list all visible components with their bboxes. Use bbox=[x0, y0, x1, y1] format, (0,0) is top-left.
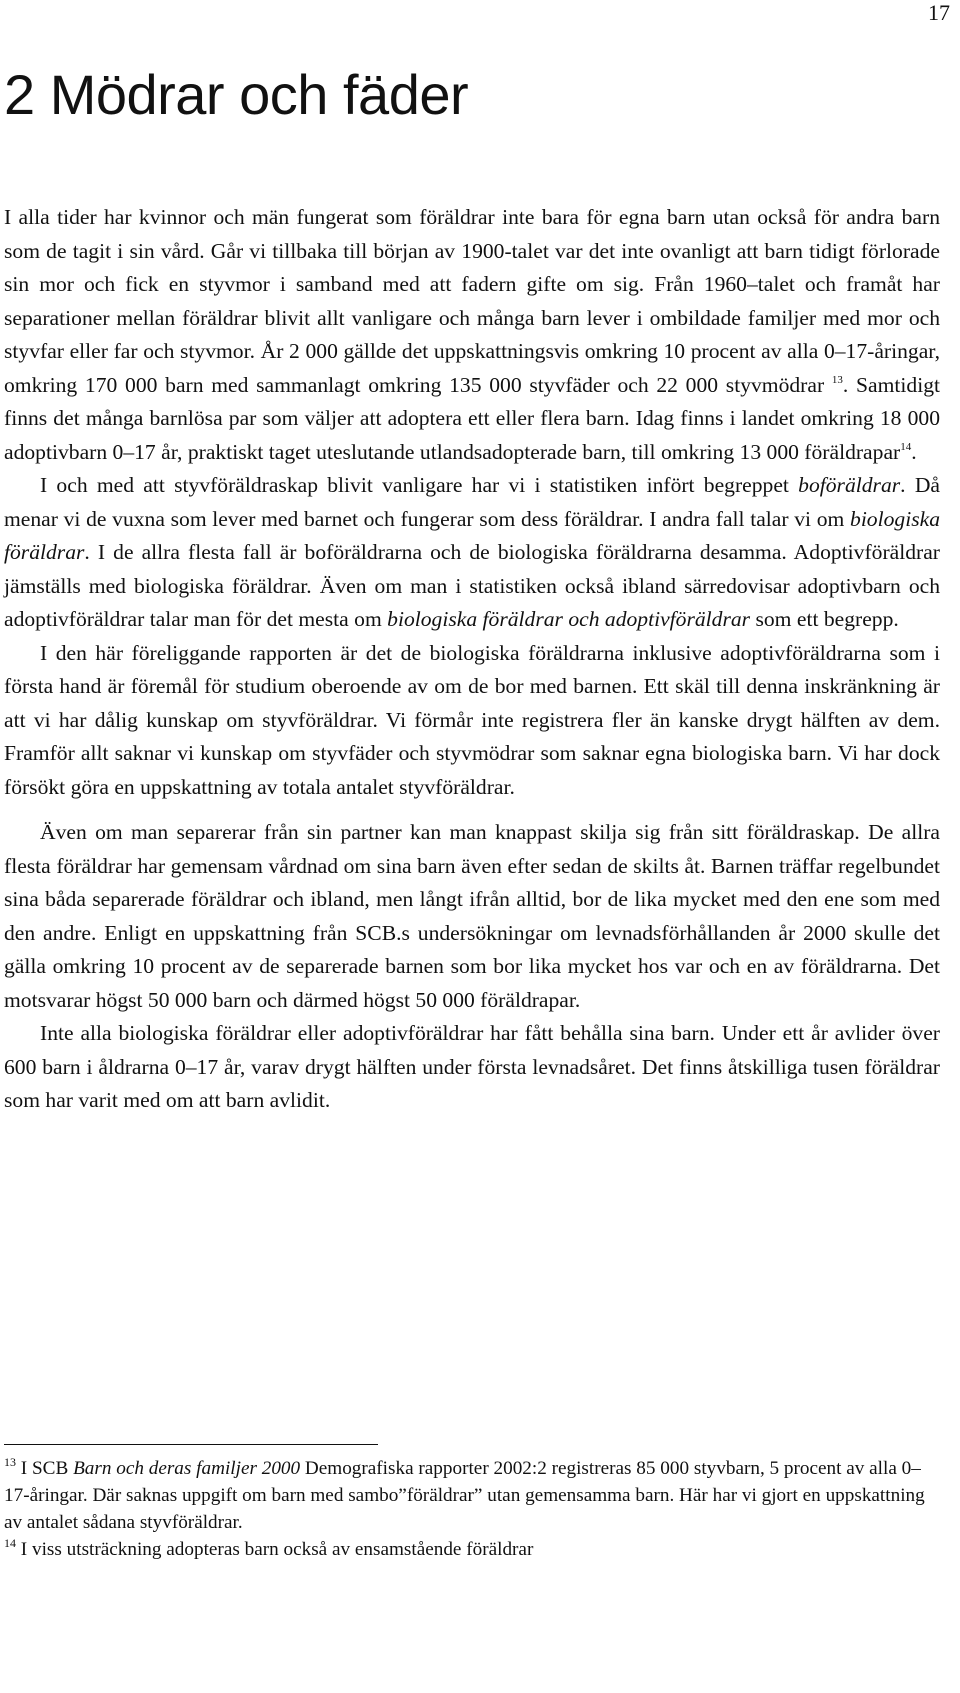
paragraph-boforaldrar: I och med att styvföräldraskap blivit vanligare har vi i statistiken infört begreppet boföräldrar. Då menar vi de vuxna som lever med barnet och fungerar som dess föräldrar. I andra fall talar vi om biologiska föräldrar. I de allra flesta fall är boföräldrarna och de biologiska föräldrarna desamma. Adoptivföräldrar jämställs med biologiska föräldrar. Även om man i statistiken också ibland särredovisar adoptivbarn och adoptivföräldrar talar man för det mesta om biologiska föräldrar och adoptivföräldrar som ett begrepp. bbox=[4, 473, 940, 631]
footnote-mark-13: 13 bbox=[4, 1455, 16, 1469]
footnote-ref-14[interactable]: 14 bbox=[900, 440, 912, 453]
footnote-divider bbox=[4, 1444, 378, 1445]
footnote-14: $^{14}$ I viss utsträckning adopteras barn också av ensamstående föräldrar bbox=[4, 1536, 534, 1560]
paragraph-intro: I alla tider har kvinnor och män fungerat som föräldrar inte bara för egna barn utan också för andra barn som de tagit i sin vård. Går vi tillbaka till början av 1900-talet var det inte ovanligt att barn tidigt förlorade sin mor och fick en styvmor i samband med att fadern gifte om sig. Från 1960–talet och framåt har separationer mellan föräldrar blivit allt vanligare och många barn lever i ombildade familjer med mor och styvfar eller far och styvmor. År 2 000 gällde det uppskattningsvis omkring 10 procent av alla 0–17-åringar, omkring 170 000 barn med sammanlagt omkring 135 000 styvfäder och 22 000 styvmödrar $^{13}$. Samtidigt finns det många barnlösa par som väljer att adoptera ett eller flera barn. Idag finns i landet omkring 18 000 adoptivbarn 0–17 år, praktiskt taget uteslutande utlandsadopterade barn, till omkring 13 000 föräldrapar$^{14}$. bbox=[4, 205, 940, 464]
page-number: 17 bbox=[928, 0, 950, 25]
paragraph-separation: Även om man separerar från sin partner kan man knappast skilja sig från sitt föräldraskap. De allra flesta föräldrar har gemensam vårdnad om sina barn även efter sedan de skilts åt. Barnen träffar regelbundet sina båda separerade föräldrar och ibland, men långt ifrån alltid, bor de lika mycket med den ene som med den andre. Enligt en uppskattning från SCB.s undersökningar om levnadsförhållanden år 2000 skulle det gälla omkring 10 procent av de separerade barnen som bor lika mycket hos var och en av föräldrarna. Det motsvarar högst 50 000 barn och därmed högst 50 000 föräldrapar. bbox=[4, 820, 940, 1012]
chapter-title: 2 Mödrar och fäder bbox=[4, 63, 469, 126]
body-text bbox=[4, 201, 940, 1118]
footnotes bbox=[4, 1455, 940, 1563]
paragraph-deceased-children: Inte alla biologiska föräldrar eller adoptivföräldrar har fått behålla sina barn. Under ett år avlider över 600 barn i åldrarna 0–17 år, varav drygt hälften under första levnadsåret. Det finns åtskilliga tusen föräldrar som har varit med om att barn avlidit. bbox=[4, 1021, 940, 1112]
paragraph-report-scope: I den här föreliggande rapporten är det de biologiska föräldrarna inklusive adoptivföräldrarna som i första hand är föremål för studium oberoende av om de bor med barnen. Ett skäl till denna inskränkning är att vi har dålig kunskap om styvföräldrar. Vi förmår inte registrera fler än kanske drygt hälften av dem. Framför allt saknar vi kunskap om styvfäder och styvmödrar som saknar egna biologiska barn. Vi har dock försökt göra en uppskattning av totala antalet styvföräldrar. bbox=[4, 640, 940, 799]
footnote-ref-13[interactable]: 13 bbox=[831, 373, 843, 386]
footnote-13: $^{13}$ I SCB Barn och deras familjer 2000 Demografiska rapporter 2002:2 registreras 85 000 styvbarn, 5 procent av alla 0–17-åringar. Där saknas uppgift om barn med sambo”föräldrar” utan gemensamma barn. Här har vi gjort en uppskattning av antalet sådana styvföräldrar. bbox=[4, 1455, 925, 1533]
footnote-mark-14: 14 bbox=[4, 1536, 16, 1550]
